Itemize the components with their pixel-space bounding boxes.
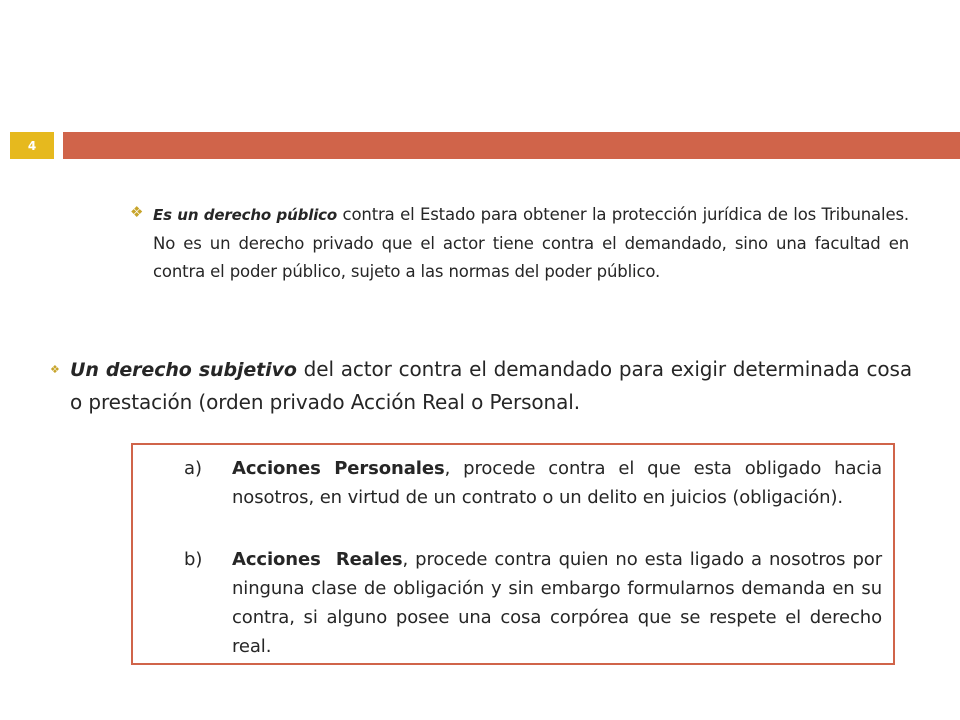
list-item (184, 454, 882, 512)
list-item (184, 545, 882, 661)
sub-bullet-paragraph (153, 201, 909, 287)
diamond-bullet-icon: ❖ (130, 203, 144, 221)
sub-bullet-text: contra el Estado para obtener la protección jurídica de los Tribunales. No es un derecho privado que el actor tiene contra el demandado, sino una facultad en contra el poder público, sujeto a las normas del poder público. (153, 205, 909, 281)
item-marker: a) (184, 458, 203, 479)
main-bullet-paragraph (70, 353, 912, 418)
page-number: 4 (10, 132, 54, 159)
main-bullet-lead: Un derecho subjetivo (70, 359, 297, 381)
main-bullet-text: del actor contra el demandado para exigir determinada cosa o prestación (orden privado Acción Real o Personal. (70, 357, 912, 414)
item-marker: b) (184, 549, 203, 570)
actions-box (131, 443, 895, 665)
item-term: Acciones Personales (232, 458, 445, 479)
item-term: Acciones Reales (232, 549, 403, 570)
header-bar (63, 132, 960, 159)
item-text: , procede contra el que esta obligado hacia nosotros, en virtud de un contrato o un delito en juicios (obligación). (232, 458, 882, 508)
sub-bullet-lead: Es un derecho público (153, 206, 338, 224)
diamond-bullet-icon: ❖ (50, 363, 60, 376)
item-text: , procede contra quien no esta ligado a nosotros por ninguna clase de obligación y sin embargo formularnos demanda en su contra, si alguno posee una cosa corpórea que se respete el derecho real. (232, 549, 882, 657)
